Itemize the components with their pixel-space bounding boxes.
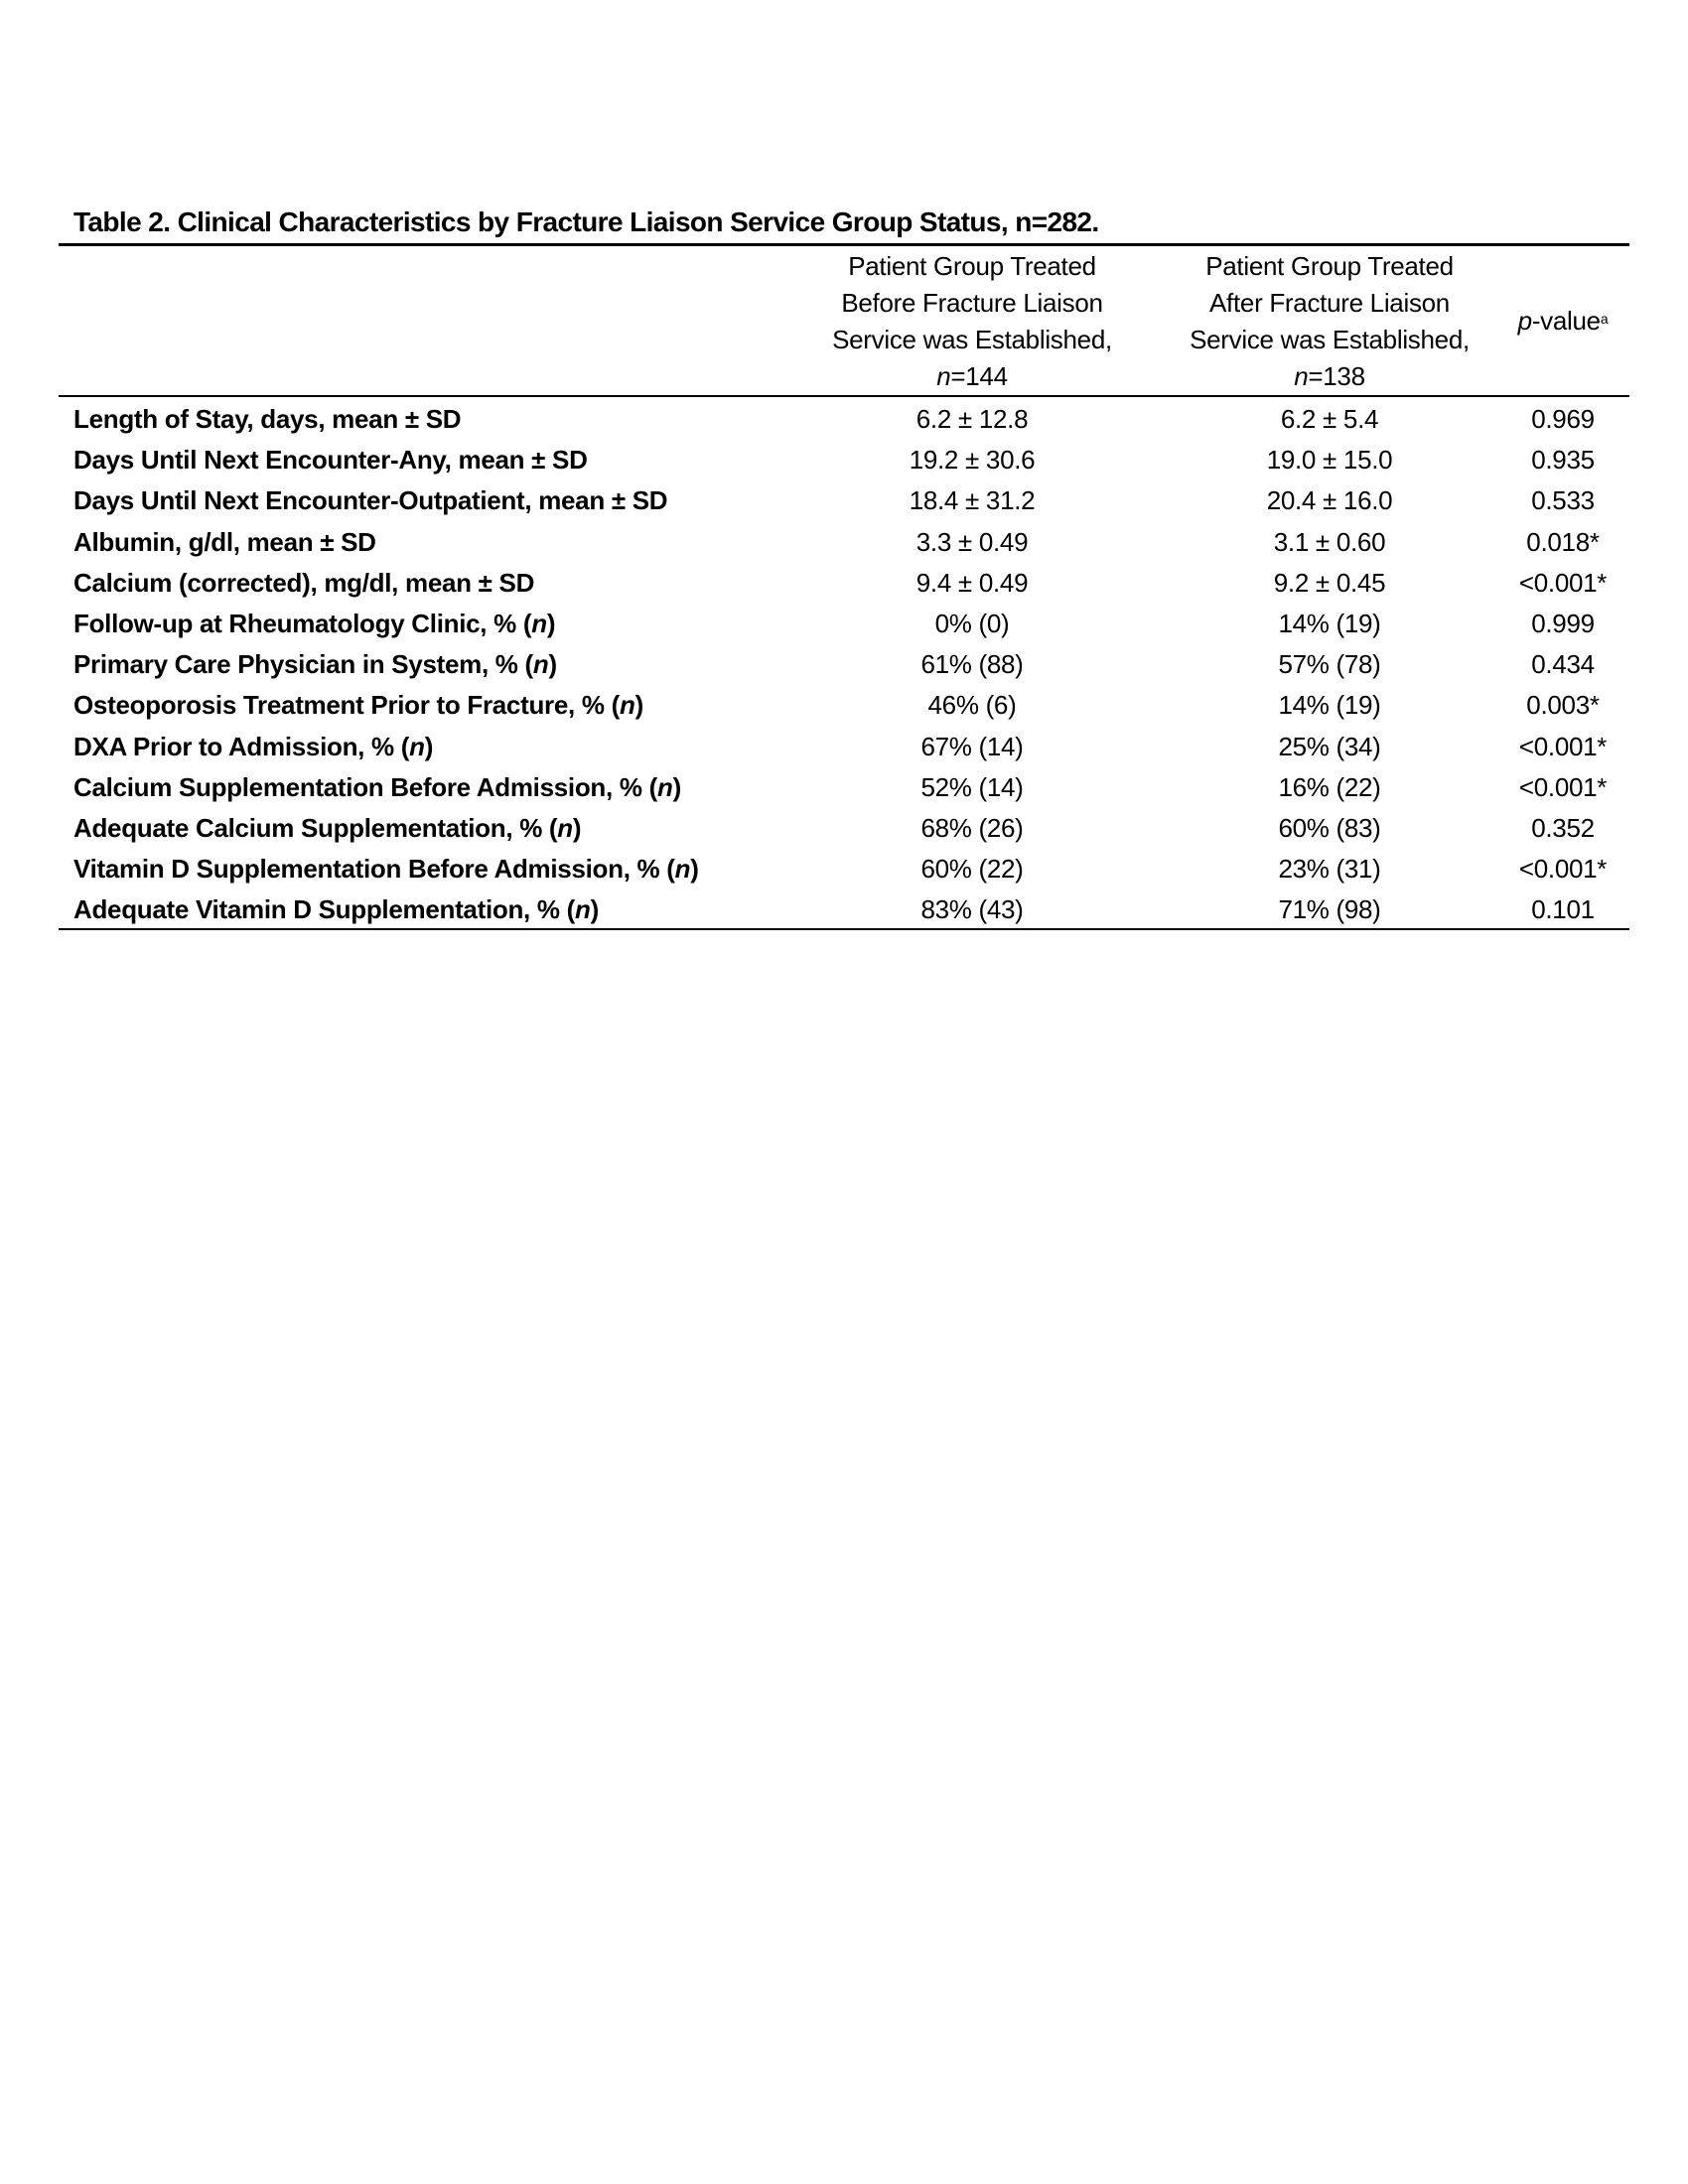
row-label-text: Calcium (corrected), mg/dl, mean ± SD — [73, 567, 535, 598]
cell-p-value: 0.003* — [1526, 690, 1600, 721]
cell-after: 20.4 ± 16.0 — [1266, 485, 1393, 516]
table-row — [59, 808, 1629, 849]
bottom-rule — [59, 928, 1629, 930]
header-line: Patient Group Treated — [848, 251, 1096, 281]
row-label — [73, 563, 534, 604]
row-label-text: Adequate Calcium Supplementation, % ( — [73, 812, 558, 843]
table-row — [59, 522, 1629, 563]
header-line: After Fracture Liaison — [1209, 288, 1450, 318]
table-row — [59, 399, 1629, 440]
cell-p-value: 0.434 — [1531, 649, 1595, 680]
cell-before: 0% (0) — [934, 608, 1010, 638]
cell-before: 9.4 ± 0.49 — [915, 567, 1029, 598]
table-row — [59, 889, 1629, 930]
cell-before: 83% (43) — [920, 894, 1024, 925]
n-variable: n — [557, 812, 573, 843]
row-label-end: ) — [634, 690, 643, 721]
header-after-group — [1171, 248, 1488, 395]
cell-before: 46% (6) — [927, 690, 1017, 721]
table-row — [59, 767, 1629, 808]
cell-before: 3.3 ± 0.49 — [915, 526, 1029, 557]
row-label — [73, 685, 643, 726]
cell-after: 9.2 ± 0.45 — [1273, 567, 1386, 598]
cell-p-value: 0.352 — [1531, 812, 1595, 843]
n-value: =138 — [1308, 361, 1365, 391]
row-label-text: Albumin, g/dl, mean ± SD — [73, 526, 376, 557]
cell-p-value: 0.101 — [1531, 894, 1595, 925]
n-variable: n — [619, 690, 635, 721]
row-label-end: ) — [546, 608, 556, 638]
n-variable: n — [409, 731, 425, 761]
cell-before: 67% (14) — [920, 731, 1024, 761]
row-label-end: ) — [572, 812, 582, 843]
n-variable: n — [1294, 361, 1309, 391]
cell-p-value: <0.001* — [1518, 854, 1608, 885]
table-row — [59, 563, 1629, 604]
row-label-text: Days Until Next Encounter-Any, mean ± SD — [73, 445, 588, 476]
header-line: Before Fracture Liaison — [841, 288, 1103, 318]
cell-after: 16% (22) — [1278, 771, 1381, 802]
cell-after: 23% (31) — [1278, 854, 1381, 885]
cell-before: 19.2 ± 30.6 — [909, 445, 1036, 476]
row-label-text: Follow-up at Rheumatology Clinic, % ( — [73, 608, 532, 638]
table-row — [59, 480, 1629, 521]
row-label-end: ) — [690, 854, 699, 885]
row-label-text: Length of Stay, days, mean ± SD — [73, 404, 462, 434]
footnote-marker: a — [1600, 311, 1609, 327]
cell-after: 19.0 ± 15.0 — [1266, 445, 1393, 476]
cell-before: 18.4 ± 31.2 — [909, 485, 1036, 516]
n-variable: n — [656, 771, 673, 802]
n-variable: n — [532, 649, 549, 680]
row-label-text: Calcium Supplementation Before Admission, % ( — [73, 771, 657, 802]
row-label — [73, 440, 588, 480]
row-label — [73, 767, 681, 808]
p-italic: p — [1517, 306, 1532, 336]
cell-p-value: 0.969 — [1531, 404, 1595, 434]
row-label — [73, 849, 699, 889]
row-label-text: Adequate Vitamin D Supplementation, % ( — [73, 894, 575, 925]
header-before-group — [813, 248, 1131, 395]
table-row — [59, 604, 1629, 644]
cell-before: 52% (14) — [920, 771, 1024, 802]
cell-p-value: <0.001* — [1518, 567, 1608, 598]
cell-p-value: 0.999 — [1531, 608, 1595, 638]
row-label — [73, 399, 461, 440]
header-n — [1171, 358, 1488, 395]
row-label — [73, 808, 581, 849]
row-label — [73, 644, 557, 685]
table-row — [59, 644, 1629, 685]
header-p-value — [1493, 303, 1632, 340]
header-line: Service was Established, — [832, 325, 1112, 354]
row-label-text: Osteoporosis Treatment Prior to Fracture, % ( — [73, 690, 620, 721]
row-label — [73, 480, 667, 521]
cell-before: 6.2 ± 12.8 — [915, 404, 1029, 434]
cell-before: 61% (88) — [920, 649, 1024, 680]
row-label — [73, 522, 376, 563]
header-line: Patient Group Treated — [1205, 251, 1454, 281]
cell-after: 14% (19) — [1278, 690, 1381, 721]
cell-before: 60% (22) — [920, 854, 1024, 885]
row-label-text: Days Until Next Encounter-Outpatient, mean ± SD — [73, 485, 668, 516]
row-label-text: DXA Prior to Admission, % ( — [73, 731, 410, 761]
cell-after: 57% (78) — [1278, 649, 1381, 680]
header-n — [813, 358, 1131, 395]
table-row — [59, 849, 1629, 889]
table-row — [59, 440, 1629, 480]
cell-p-value: <0.001* — [1518, 771, 1608, 802]
table-row — [59, 685, 1629, 726]
cell-p-value: 0.533 — [1531, 485, 1595, 516]
row-label — [73, 604, 555, 644]
row-label — [73, 889, 599, 930]
cell-after: 25% (34) — [1278, 731, 1381, 761]
row-label-end: ) — [590, 894, 599, 925]
table-body — [59, 399, 1629, 930]
cell-after: 14% (19) — [1278, 608, 1381, 638]
row-label-text: Primary Care Physician in System, % ( — [73, 649, 533, 680]
cell-after: 60% (83) — [1278, 812, 1381, 843]
row-label-text: Vitamin D Supplementation Before Admission, % ( — [73, 854, 675, 885]
row-label-end: ) — [548, 649, 557, 680]
cell-p-value: <0.001* — [1518, 731, 1608, 761]
cell-after: 3.1 ± 0.60 — [1273, 526, 1386, 557]
p-text: -value — [1531, 306, 1601, 336]
table-title: Table 2. Clinical Characteristics by Fracture Liaison Service Group Status, n=282. — [73, 206, 1099, 237]
cell-after: 71% (98) — [1278, 894, 1381, 925]
header-line: Service was Established, — [1190, 325, 1470, 354]
cell-before: 68% (26) — [920, 812, 1024, 843]
row-label-end: ) — [672, 771, 681, 802]
cell-p-value: 0.018* — [1526, 526, 1600, 557]
top-rule — [59, 243, 1629, 246]
header-rule — [59, 395, 1629, 397]
n-variable: n — [575, 894, 591, 925]
n-variable: n — [531, 608, 547, 638]
n-variable: n — [936, 361, 951, 391]
row-label — [73, 727, 433, 767]
n-value: =144 — [950, 361, 1008, 391]
row-label-end: ) — [424, 731, 434, 761]
cell-after: 6.2 ± 5.4 — [1280, 404, 1379, 434]
cell-p-value: 0.935 — [1531, 445, 1595, 476]
p-value-label — [1493, 303, 1632, 340]
n-variable: n — [674, 854, 691, 885]
table-row — [59, 727, 1629, 767]
